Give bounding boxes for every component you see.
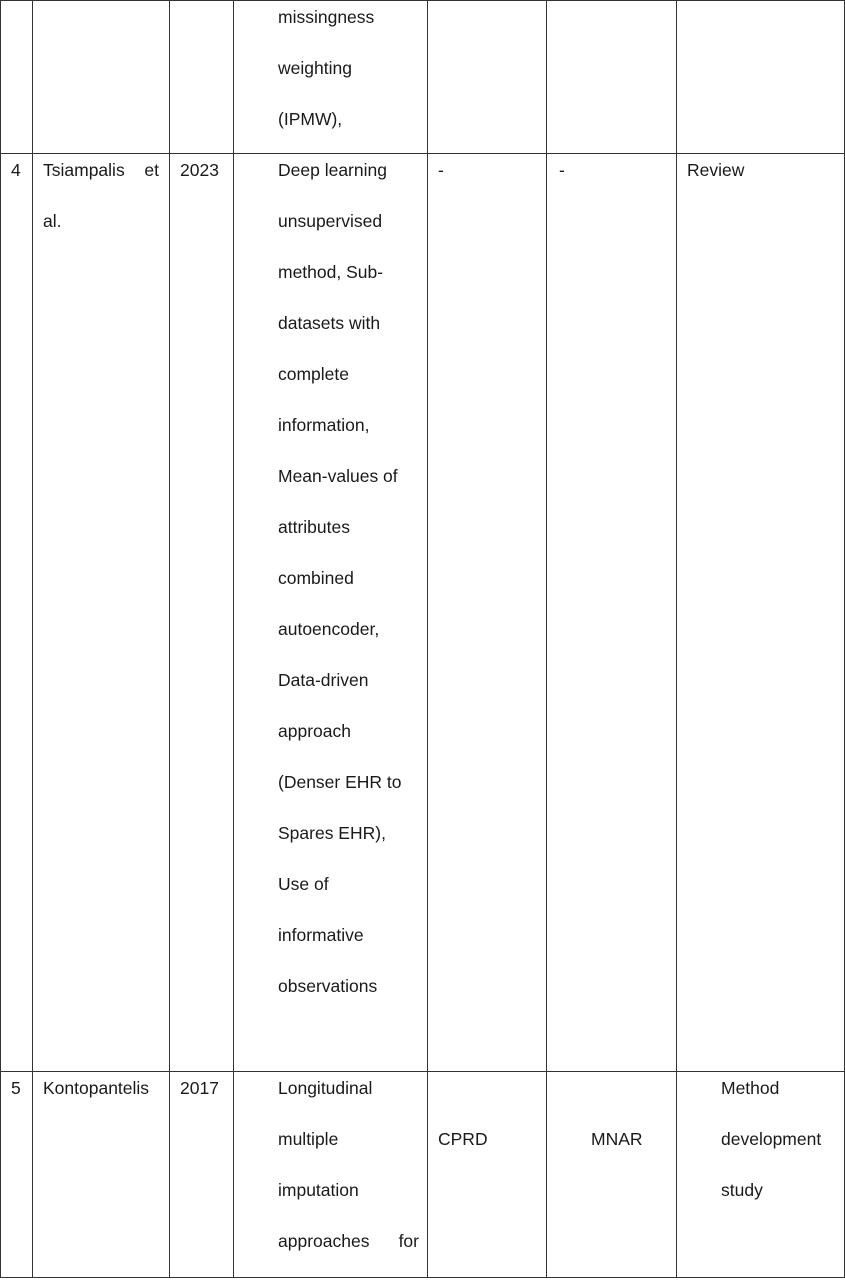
- study-type-line: study: [721, 1180, 763, 1200]
- author-line: Kontopantelis: [43, 1078, 150, 1098]
- study-type-line: Method: [721, 1078, 780, 1098]
- method-line: (IPMW),: [278, 109, 343, 129]
- method-line: combined: [278, 568, 354, 588]
- year: 2023: [180, 160, 219, 180]
- method-line: information,: [278, 415, 370, 435]
- cell-number: [1, 1, 33, 154]
- row-number: 5: [11, 1078, 21, 1098]
- method-line: weighting: [278, 58, 352, 78]
- method-line: autoencoder,: [278, 619, 380, 639]
- cell-number: [1, 1072, 33, 1278]
- table-row: [1, 154, 845, 1072]
- cell-missingness: [547, 1, 677, 154]
- study-type-line: development: [721, 1129, 822, 1149]
- study-type-line: Review: [687, 160, 745, 180]
- data-source: CPRD: [438, 1129, 488, 1149]
- cell-data-source: [428, 1, 547, 154]
- cell-study-type: [677, 154, 845, 1072]
- method-line: datasets with: [278, 313, 381, 333]
- method-line: approach: [278, 721, 351, 741]
- cell-author: [33, 154, 170, 1072]
- cell-author: [33, 1, 170, 154]
- year: 2017: [180, 1078, 219, 1098]
- author-line: [43, 145, 159, 196]
- method-line: attributes: [278, 517, 350, 537]
- cell-data-source: [428, 154, 547, 1072]
- table-row: [1, 1072, 845, 1278]
- author-word: Tsiampalis: [43, 160, 125, 180]
- method-line: Longitudinal: [278, 1078, 373, 1098]
- method-line: (Denser EHR to: [278, 772, 402, 792]
- cell-missingness: [547, 1072, 677, 1278]
- missingness-type: -: [559, 160, 565, 180]
- cell-methods: [234, 1072, 428, 1278]
- method-line: informative: [278, 925, 364, 945]
- method-word: for: [398, 1231, 419, 1251]
- cell-data-source: [428, 1072, 547, 1278]
- method-line: Mean-values of: [278, 466, 398, 486]
- cell-number: [1, 154, 33, 1072]
- method-line: missingness: [278, 7, 375, 27]
- method-line: Use of: [278, 874, 329, 894]
- author-line: al.: [43, 211, 62, 231]
- method-line: multiple: [278, 1129, 339, 1149]
- method-line: Data-driven: [278, 670, 369, 690]
- row-number: 4: [11, 160, 21, 180]
- cell-methods: [234, 154, 428, 1072]
- cell-year: [170, 154, 234, 1072]
- cell-study-type: [677, 1072, 845, 1278]
- method-word: approaches: [278, 1231, 370, 1251]
- cell-year: [170, 1072, 234, 1278]
- missingness-type: MNAR: [591, 1129, 643, 1149]
- method-line: imputation: [278, 1180, 359, 1200]
- table-row: [1, 1, 845, 154]
- method-line: complete: [278, 364, 350, 384]
- method-line: method, Sub-: [278, 262, 384, 282]
- method-line: Spares EHR),: [278, 823, 386, 843]
- cell-author: [33, 1072, 170, 1278]
- method-line: unsupervised: [278, 211, 383, 231]
- method-line: observations: [278, 976, 378, 996]
- cell-year: [170, 1, 234, 154]
- author-word: et: [144, 160, 159, 180]
- method-line: Deep learning: [278, 160, 387, 180]
- method-line: [278, 1216, 419, 1267]
- cell-missingness: [547, 154, 677, 1072]
- cell-methods: [234, 1, 428, 154]
- data-source: -: [438, 160, 444, 180]
- cell-study-type: [677, 1, 845, 154]
